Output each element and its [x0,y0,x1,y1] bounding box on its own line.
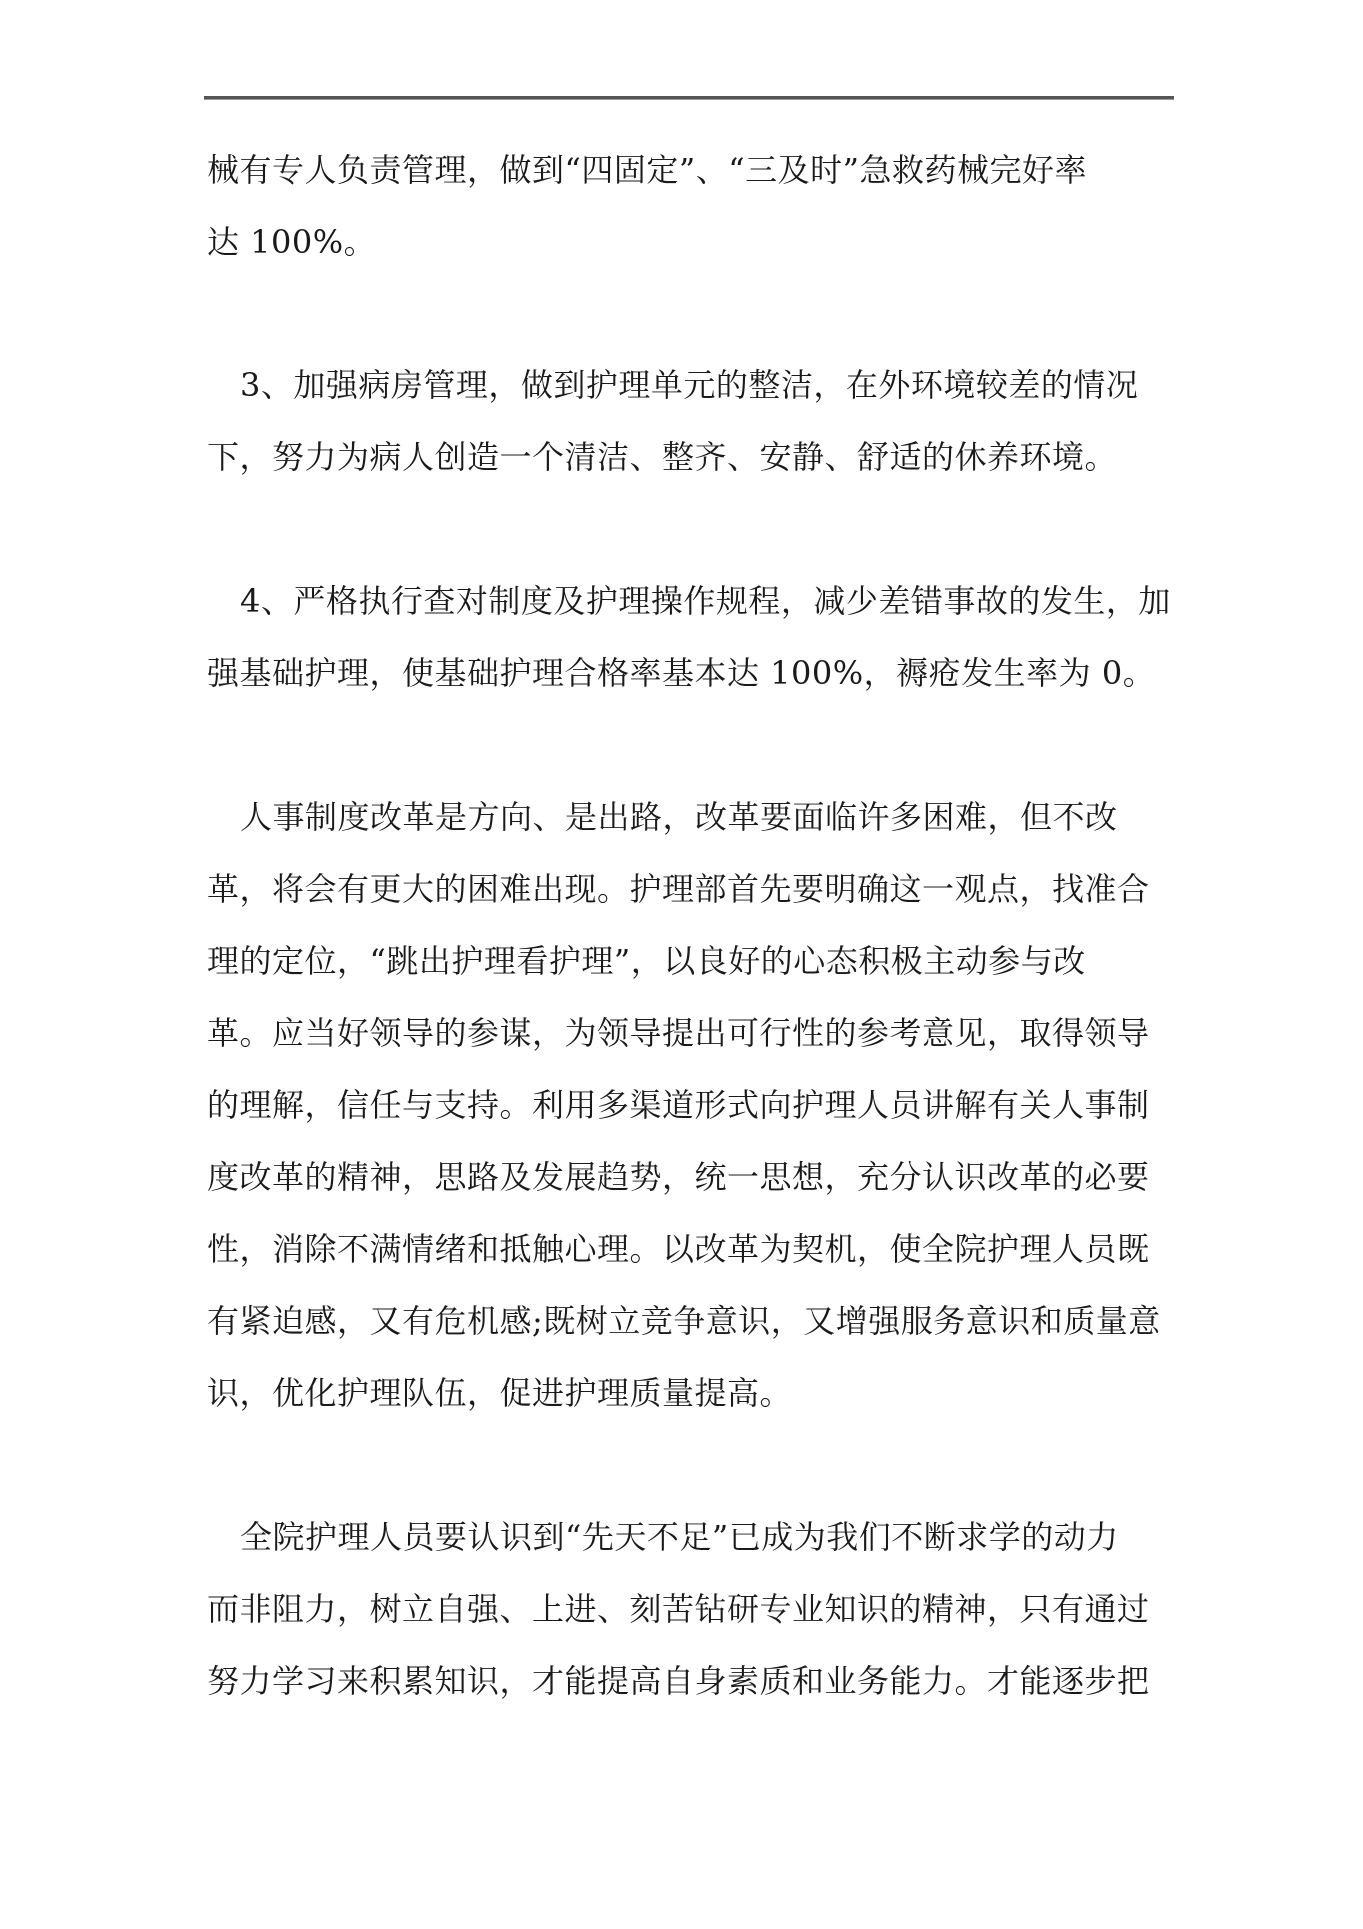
text-line: 人事制度改革是方向、是出路，改革要面临许多困难，但不改 [240,798,1118,836]
text-line: 识，优化护理队伍，促进护理质量提高。 [207,1374,793,1412]
text-line: 达 100%。 [207,223,377,261]
text-line: 度改革的精神，思路及发展趋势，统一思想，充分认识改革的必要 [207,1158,1150,1196]
header-divider [204,96,1174,100]
text-line: 性，消除不满情绪和抵触心理。以改革为契机，使全院护理人员既 [207,1230,1150,1268]
text-line: 全院护理人员要认识到“先天不足”已成为我们不断求学的动力 [240,1518,1119,1556]
text-line: 3、加强病房管理，做到护理单元的整洁，在外环境较差的情况 [240,366,1139,404]
text-line: 革。应当好领导的参谋，为领导提出可行性的参考意见，取得领导 [207,1014,1150,1052]
text-line: 努力学习来积累知识，才能提高自身素质和业务能力。才能逐步把 [207,1662,1150,1700]
text-line: 有紧迫感，又有危机感;既树立竞争意识，又增强服务意识和质量意 [207,1302,1161,1340]
text-line: 革，将会有更大的困难出现。护理部首先要明确这一观点，找准合 [207,870,1150,908]
text-line: 械有专人负责管理，做到“四固定”、“三及时”急救药械完好率 [207,151,1087,189]
text-line: 4、严格执行查对制度及护理操作规程，减少差错事故的发生，加 [240,582,1171,620]
text-line: 而非阻力，树立自强、上进、刻苦钻研专业知识的精神，只有通过 [207,1590,1150,1628]
text-line: 理的定位，“跳出护理看护理”，以良好的心态积极主动参与改 [207,942,1086,980]
text-line: 下，努力为病人创造一个清洁、整齐、安静、舒适的休养环境。 [207,438,1118,476]
text-line: 强基础护理，使基础护理合格率基本达 100%，褥疮发生率为 0。 [207,654,1156,692]
text-line: 的理解，信任与支持。利用多渠道形式向护理人员讲解有关人事制 [207,1086,1150,1124]
